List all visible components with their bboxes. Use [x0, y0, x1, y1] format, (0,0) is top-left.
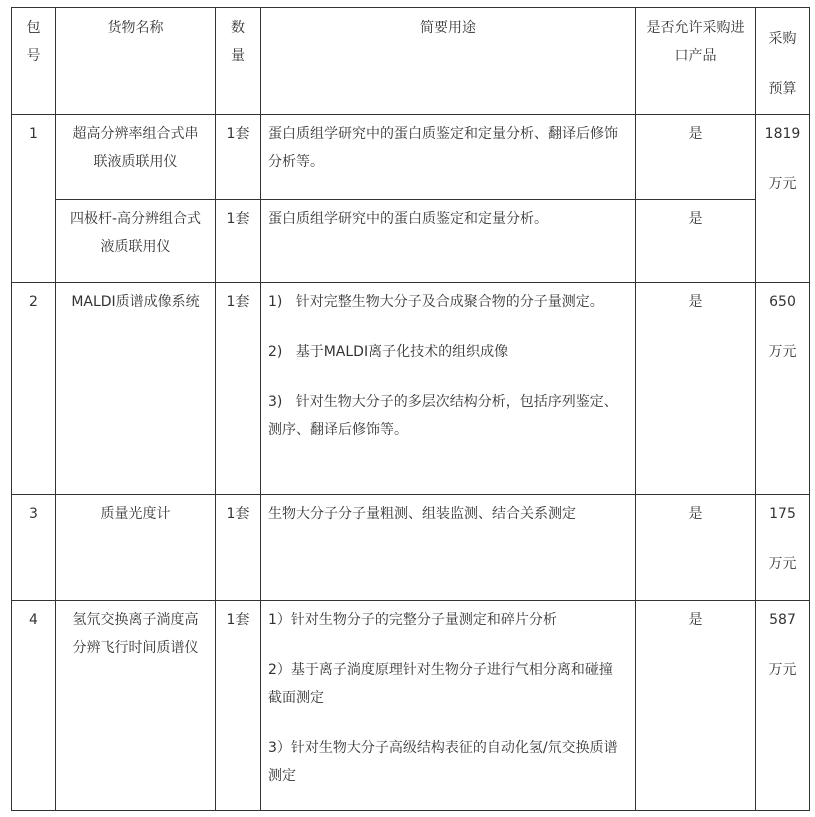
budget-value: 175: [769, 506, 796, 522]
budget-value: 587: [769, 612, 796, 628]
budget-unit: 万元: [768, 556, 797, 572]
item-use: 蛋白质组学研究中的蛋白质鉴定和定量分析、翻译后修饰分析等。: [261, 115, 636, 200]
table-row: [12, 601, 810, 811]
header-use: 简要用途: [261, 8, 636, 115]
budget-unit: 万元: [768, 176, 797, 192]
budget-cell: [756, 283, 810, 495]
item-qty: 1套: [216, 283, 261, 495]
item-use: 1）针对生物分子的完整分子量测定和碎片分析 2）基于离子淌度原理针对生物分子进行气相分离和碰撞截面测定 3）针对生物大分子高级结构表征的自动化氢/氘交换质谱测定: [261, 601, 636, 811]
budget-cell: [756, 495, 810, 601]
budget-value: 650: [769, 294, 796, 310]
header-row: [12, 8, 810, 115]
import-allowed: 是: [636, 200, 756, 283]
item-qty: 1套: [216, 115, 261, 200]
budget-cell: [756, 115, 810, 283]
table-row: [12, 495, 810, 601]
import-allowed: 是: [636, 115, 756, 200]
header-name: 货物名称: [56, 8, 216, 115]
item-name: 四极杆-高分辨组合式液质联用仪: [56, 200, 216, 283]
table-row: [12, 200, 810, 283]
budget-unit: 万元: [768, 344, 797, 360]
item-qty: 1套: [216, 601, 261, 811]
header-qty: 数量: [216, 8, 261, 115]
item-use: 生物大分子分子量粗测、组装监测、结合关系测定: [261, 495, 636, 601]
table-row: [12, 283, 810, 495]
pkg-number: 1: [12, 115, 56, 283]
header-pkg: 包号: [12, 8, 56, 115]
header-import: 是否允许采购进口产品: [636, 8, 756, 115]
import-allowed: 是: [636, 283, 756, 495]
procurement-table: [11, 7, 810, 811]
item-name: 氢氘交换离子淌度高分辨飞行时间质谱仪: [56, 601, 216, 811]
item-use: 1) 针对完整生物大分子及合成聚合物的分子量测定。 2) 基于MALDI离子化技术的组织成像 3) 针对生物大分子的多层次结构分析，包括序列鉴定、测序、翻译后修饰等。: [261, 283, 636, 495]
table-row: [12, 115, 810, 200]
budget-value: 1819: [764, 126, 801, 142]
pkg-number: 4: [12, 601, 56, 811]
item-use: 蛋白质组学研究中的蛋白质鉴定和定量分析。: [261, 200, 636, 283]
pkg-number: 3: [12, 495, 56, 601]
import-allowed: 是: [636, 495, 756, 601]
budget-unit: 万元: [768, 662, 797, 678]
import-allowed: 是: [636, 601, 756, 811]
item-qty: 1套: [216, 200, 261, 283]
item-name: 超高分辨率组合式串联液质联用仪: [56, 115, 216, 200]
item-name: 质量光度计: [56, 495, 216, 601]
budget-cell: [756, 601, 810, 811]
item-name: MALDI质谱成像系统: [56, 283, 216, 495]
pkg-number: 2: [12, 283, 56, 495]
item-qty: 1套: [216, 495, 261, 601]
header-budget: 采购预算: [756, 8, 810, 115]
